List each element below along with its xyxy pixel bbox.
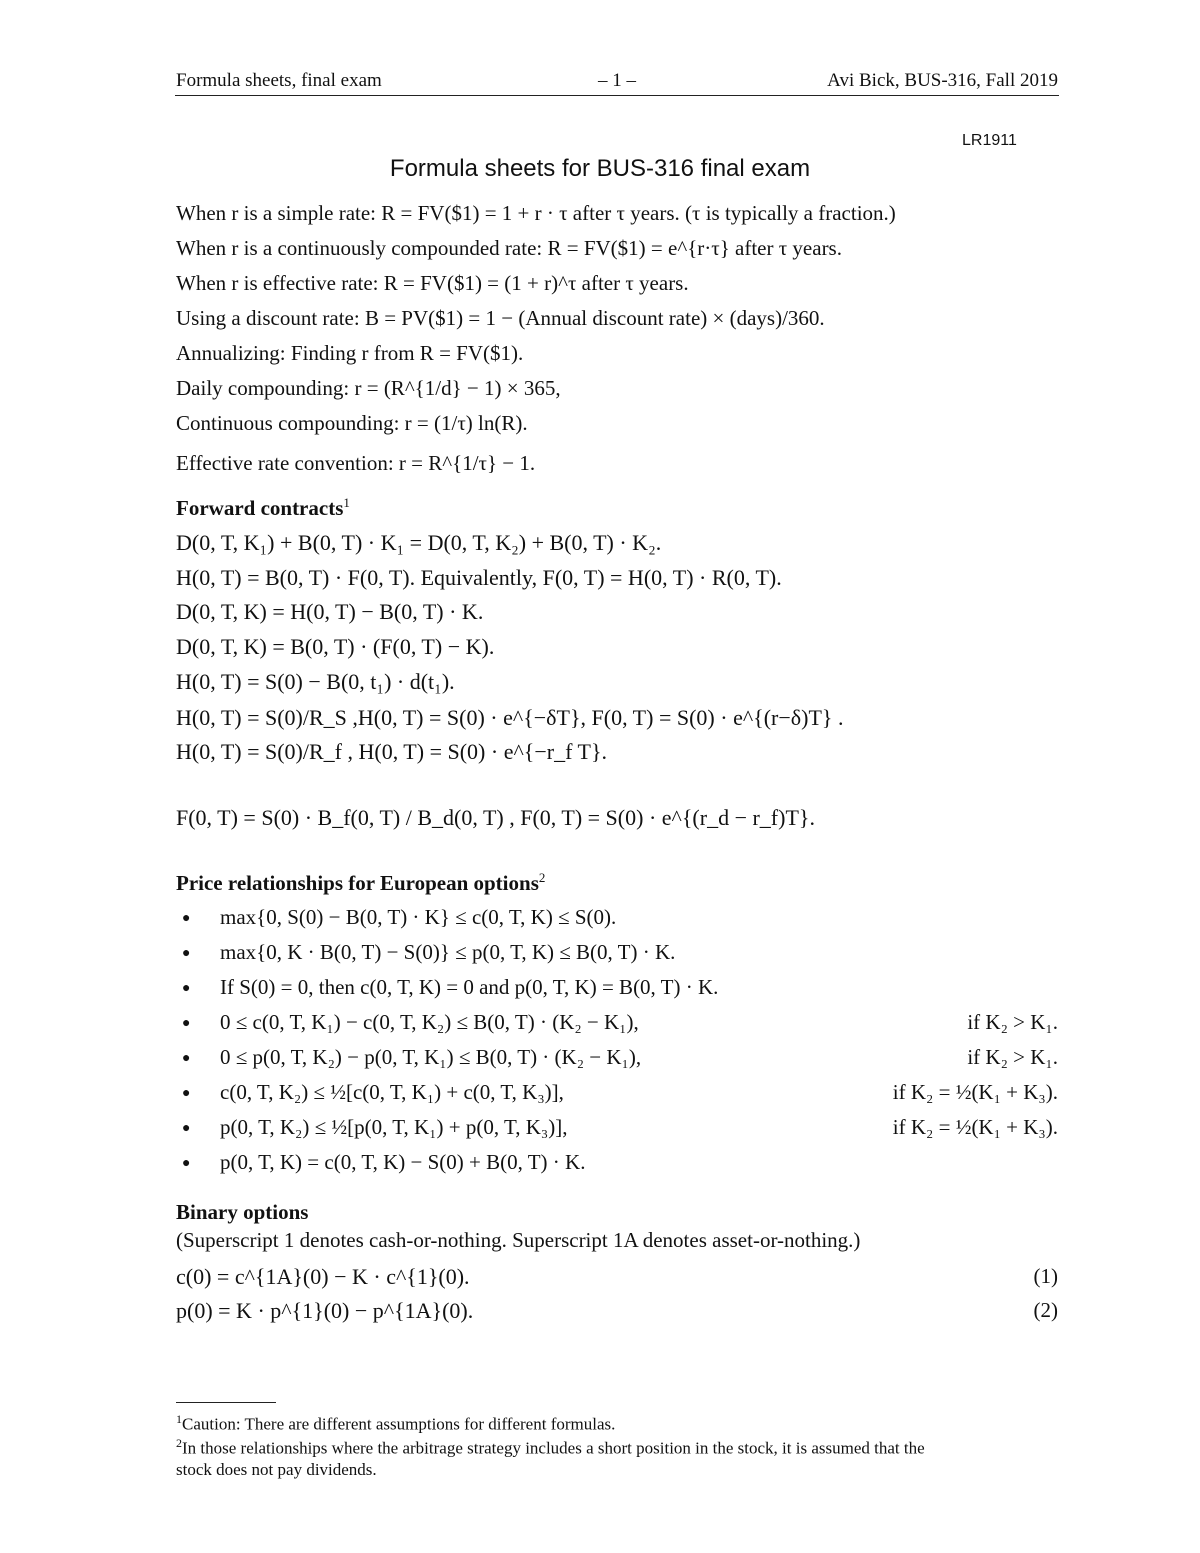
- forward-equation: D(0, T, K) = H(0, T) − B(0, T) · K.: [176, 599, 484, 624]
- page-number: – 1 –: [598, 70, 636, 91]
- option-bound: max{0, K · B(0, T) − S(0)} ≤ p(0, T, K) ≤ B(0, T) · K.: [220, 940, 676, 964]
- bullet-icon: ●: [182, 1156, 191, 1171]
- binary-equation: c(0) = c^{1A}(0) − K · c^{1}(0).: [176, 1264, 470, 1289]
- option-condition: if K₂ > K₁.: [967, 1045, 1058, 1069]
- bullet-icon: ●: [182, 1121, 191, 1136]
- exam-code: LR1911: [962, 132, 1017, 149]
- forward-equation: H(0, T) = B(0, T) · F(0, T). Equivalently, F(0, T) = H(0, T) · R(0, T).: [176, 565, 782, 590]
- binary-heading: Binary options: [176, 1200, 309, 1224]
- rate-line: When r is effective rate: R = FV($1) = (1 + r)^τ after τ years.: [176, 271, 689, 295]
- rate-line: Using a discount rate: B = PV($1) = 1 − (Annual discount rate) × (days)/360.: [176, 306, 825, 330]
- header-rule: [175, 95, 1059, 96]
- bullet-icon: ●: [182, 1086, 191, 1101]
- equation-number: (1): [1033, 1264, 1058, 1288]
- option-bound: p(0, T, K₂) ≤ ½[p(0, T, K₁) + p(0, T, K₃)],: [220, 1115, 568, 1139]
- forward-heading: Forward contracts$^1$: [176, 495, 350, 520]
- option-bound: If S(0) = 0, then c(0, T, K) = 0 and p(0, T, K) = B(0, T) · K.: [220, 975, 719, 999]
- equation-number: (2): [1033, 1298, 1058, 1322]
- rate-line: Continuous compounding: r = (1/τ) ln(R).: [176, 411, 528, 435]
- bullet-icon: ●: [182, 911, 191, 926]
- option-bound: max{0, S(0) − B(0, T) · K} ≤ c(0, T, K) ≤ S(0).: [220, 905, 617, 929]
- option-bound: 0 ≤ p(0, T, K₂) − p(0, T, K₁) ≤ B(0, T) · (K₂ − K₁),: [220, 1045, 642, 1069]
- rate-line: When r is a simple rate: R = FV($1) = 1 + r · τ after τ years. (τ is typically a fraction.): [176, 201, 896, 225]
- rate-line: Effective rate convention: r = R^{1/τ} − 1.: [176, 451, 536, 475]
- bullet-icon: ●: [182, 946, 191, 961]
- option-bound: p(0, T, K) = c(0, T, K) − S(0) + B(0, T) · K.: [220, 1150, 586, 1174]
- page-title: Formula sheets for BUS-316 final exam: [389, 155, 811, 182]
- forward-equation: H(0, T) = S(0)/R_S ,H(0, T) = S(0) · e^{−δT}, F(0, T) = S(0) · e^{(r−δ)T} .: [176, 705, 844, 730]
- forward-equation: D(0, T, K₁) + B(0, T) · K₁ = D(0, T, K₂) + B(0, T) · K₂.: [176, 530, 662, 555]
- binary-note: (Superscript 1 denotes cash-or-nothing. Superscript 1A denotes asset-or-nothing.): [176, 1228, 861, 1252]
- forward-equation: H(0, T) = S(0)/R_f , H(0, T) = S(0) · e^{−r_f T}.: [176, 739, 607, 764]
- option-condition: if K₂ > K₁.: [967, 1010, 1058, 1034]
- binary-equation: p(0) = K · p^{1}(0) − p^{1A}(0).: [176, 1298, 474, 1323]
- rate-line: Daily compounding: r = (R^{1/d} − 1) × 365,: [176, 376, 561, 400]
- bullet-icon: ●: [182, 1051, 191, 1066]
- option-condition: if K₂ = ½(K₁ + K₃).: [892, 1080, 1058, 1104]
- footnote: $^2$In those relationships where the arbitrage strategy includes a short position in the stock, it is assumed that the: [176, 1436, 925, 1458]
- option-condition: if K₂ = ½(K₁ + K₃).: [892, 1115, 1058, 1139]
- bullet-icon: ●: [182, 981, 191, 996]
- header-left: Formula sheets, final exam: [176, 70, 382, 91]
- option-bound: c(0, T, K₂) ≤ ½[c(0, T, K₁) + c(0, T, K₃)],: [220, 1080, 564, 1104]
- european-heading: Price relationships for European options$^2$: [176, 870, 546, 895]
- footnote: stock does not pay dividends.: [176, 1460, 377, 1479]
- bullet-icon: ●: [182, 1016, 191, 1031]
- option-bound: 0 ≤ c(0, T, K₁) − c(0, T, K₂) ≤ B(0, T) · (K₂ − K₁),: [220, 1010, 639, 1034]
- forward-equation: H(0, T) = S(0) − B(0, t₁) · d(t₁).: [176, 669, 455, 694]
- rate-line: Annualizing: Finding r from R = FV($1).: [176, 341, 524, 365]
- forward-equation: F(0, T) = S(0) · B_f(0, T) / B_d(0, T) , F(0, T) = S(0) · e^{(r_d − r_f)T}.: [176, 805, 815, 830]
- forward-equation: D(0, T, K) = B(0, T) · (F(0, T) − K).: [176, 634, 495, 659]
- footnote: $^1$Caution: There are different assumptions for different formulas.: [176, 1412, 616, 1434]
- rate-line: When r is a continuously compounded rate: R = FV($1) = e^{r·τ} after τ years.: [176, 236, 842, 260]
- footnote-rule: [176, 1402, 276, 1403]
- header-right: Avi Bick, BUS-316, Fall 2019: [827, 70, 1058, 91]
